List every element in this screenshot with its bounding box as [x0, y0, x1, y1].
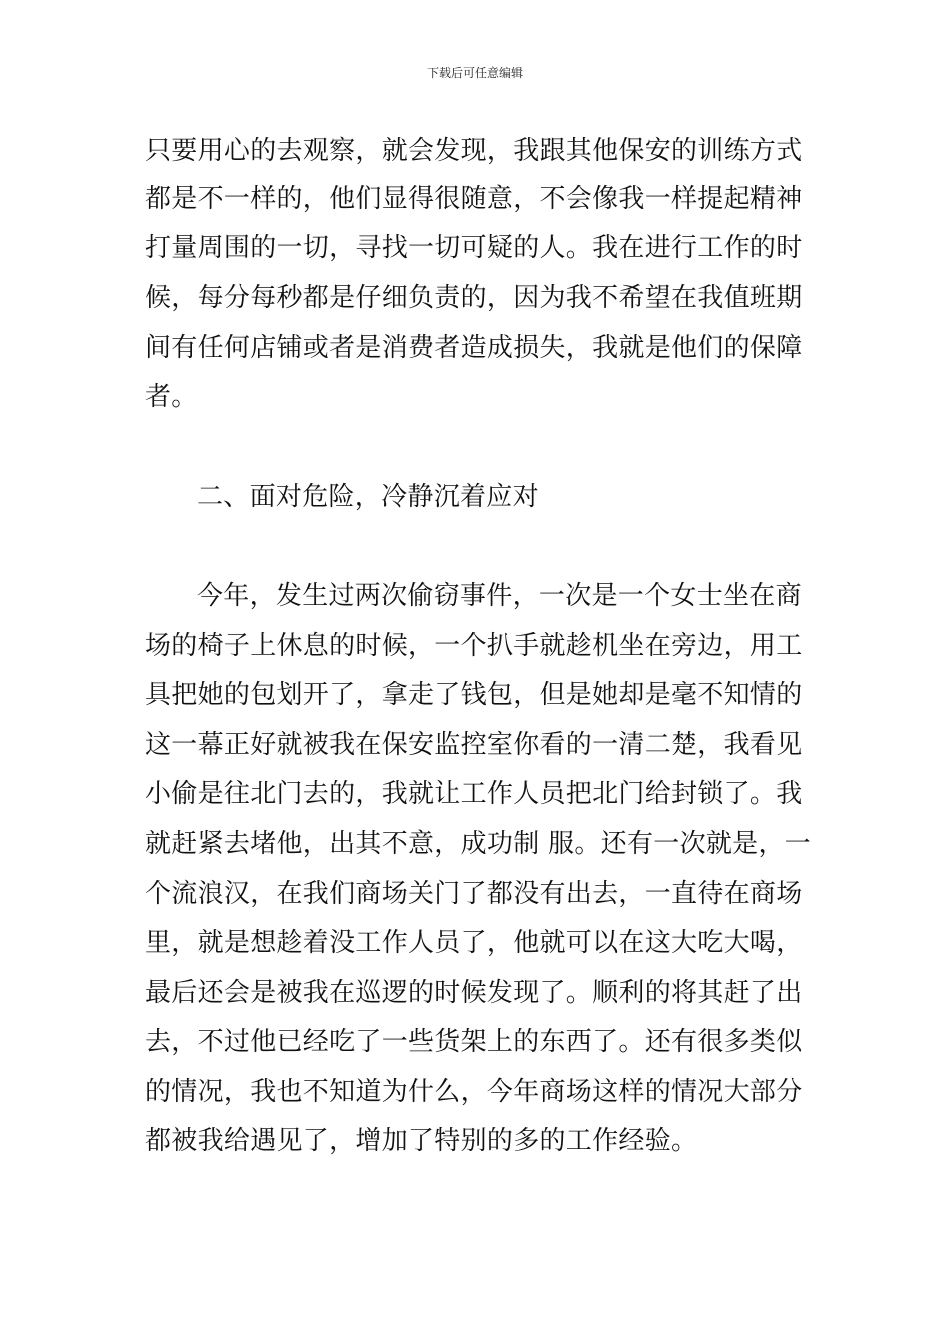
paragraph-line: 今年，发生过两次偷窃事件，一次是一个女士坐在商 — [197, 581, 802, 611]
paragraph-line: 里，就是想趁着没工作人员了，他就可以在这大吃大喝， — [145, 928, 803, 958]
paragraph-line: 的情况，我也不知道为什么，今年商场这样的情况大部分 — [145, 1077, 803, 1107]
paragraph-line: 都被我给遇见了，增加了特别的多的工作经验。 — [145, 1126, 698, 1156]
paragraph-line: 这一幕正好就被我在保安监控室你看的一清二楚，我看见 — [145, 730, 803, 760]
paragraph-line: 最后还会是被我在巡逻的时候发现了。顺利的将其赶了出 — [145, 978, 803, 1008]
section-heading: 二、面对危险，冷静沉着应对 — [197, 482, 539, 512]
paragraph-line: 只要用心的去观察，就会发现，我跟其他保安的训练方式 — [145, 136, 803, 166]
header-note: 下载后可任意编辑 — [426, 66, 523, 80]
paragraph-line: 间有任何店铺或者是消费者造成损失，我就是他们的保障 — [145, 333, 803, 363]
paragraph-line: 去，不过他已经吃了一些货架上的东西了。还有很多类似 — [145, 1027, 803, 1057]
paragraph-line: 个流浪汉，在我们商场关门了都没有出去，一直待在商场 — [145, 879, 803, 909]
paragraph-line: 打量周围的一切，寻找一切可疑的人。我在进行工作的时 — [145, 233, 803, 263]
paragraph-line: 候，每分每秒都是仔细负责的，因为我不希望在我值班期 — [145, 283, 803, 313]
paragraph-line: 都是不一样的，他们显得很随意，不会像我一样提起精神 — [145, 184, 803, 214]
paragraph-line: 就赶紧去堵他，出其不意，成功制 服。还有一次就是，一 — [145, 829, 812, 859]
paragraph-line: 场的椅子上休息的时候，一个扒手就趁机坐在旁边，用工 — [145, 631, 803, 661]
paragraph-line: 者。 — [145, 382, 198, 412]
paragraph-line: 小偷是往北门去的，我就让工作人员把北门给封锁了。我 — [145, 779, 803, 809]
paragraph-line: 具把她的包划开了，拿走了钱包，但是她却是毫不知情的 — [145, 680, 803, 710]
